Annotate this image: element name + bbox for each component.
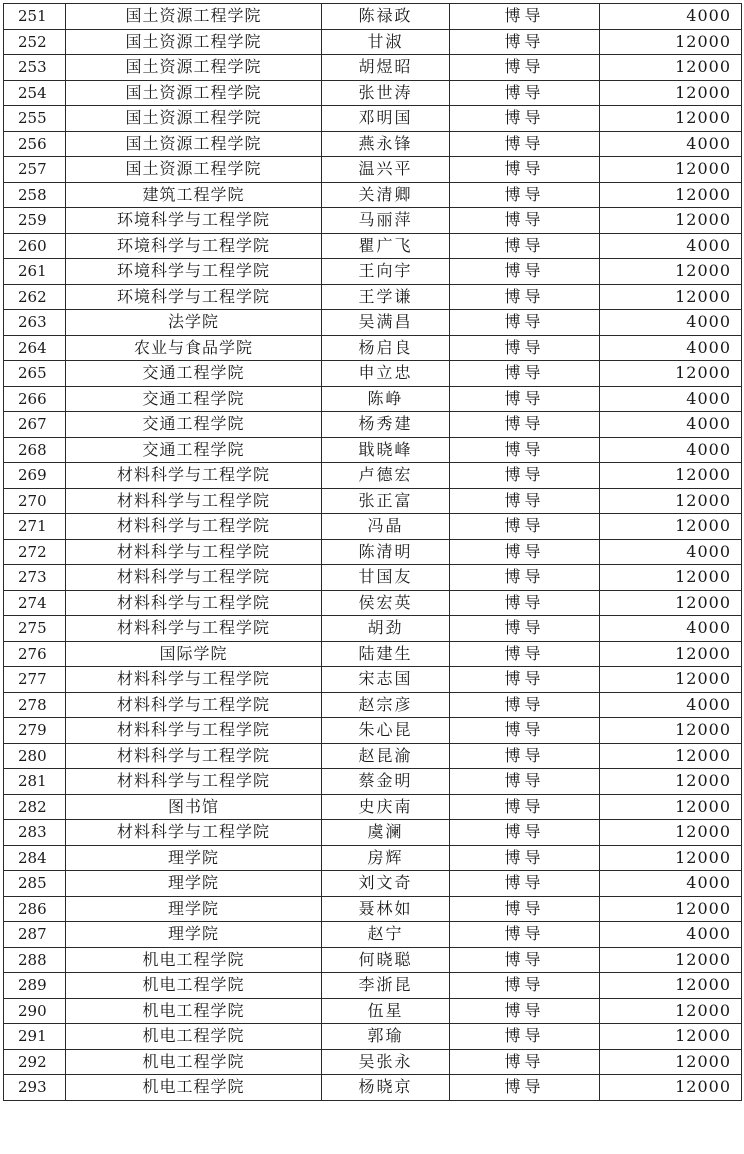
- row-number-cell: 280: [4, 743, 66, 769]
- amount-cell: 12000: [600, 1075, 742, 1101]
- department-cell: 建筑工程学院: [66, 182, 322, 208]
- row-number-cell: 293: [4, 1075, 66, 1101]
- person-name-cell: 燕永锋: [322, 131, 450, 157]
- amount-cell: 12000: [600, 641, 742, 667]
- row-number-cell: 285: [4, 871, 66, 897]
- table-row: [4, 208, 742, 234]
- row-number-cell: 255: [4, 106, 66, 132]
- department-cell: 材料科学与工程学院: [66, 718, 322, 744]
- row-number-cell: 288: [4, 947, 66, 973]
- row-number-cell: 277: [4, 667, 66, 693]
- row-number-cell: 251: [4, 4, 66, 30]
- person-name-cell: 甘淑: [322, 29, 450, 55]
- person-name-cell: 虞澜: [322, 820, 450, 846]
- funding-table-body: [4, 4, 742, 1101]
- supervisor-type-cell: 博导: [450, 233, 600, 259]
- supervisor-type-cell: 博导: [450, 284, 600, 310]
- person-name-cell: 冯晶: [322, 514, 450, 540]
- amount-cell: 12000: [600, 769, 742, 795]
- amount-cell: 12000: [600, 998, 742, 1024]
- person-name-cell: 瞿广飞: [322, 233, 450, 259]
- person-name-cell: 郭瑜: [322, 1024, 450, 1050]
- amount-cell: 4000: [600, 539, 742, 565]
- table-row: [4, 973, 742, 999]
- amount-cell: 12000: [600, 80, 742, 106]
- amount-cell: 12000: [600, 259, 742, 285]
- table-row: [4, 412, 742, 438]
- table-row: [4, 718, 742, 744]
- amount-cell: 4000: [600, 437, 742, 463]
- table-row: [4, 590, 742, 616]
- table-row: [4, 488, 742, 514]
- person-name-cell: 王学谦: [322, 284, 450, 310]
- department-cell: 机电工程学院: [66, 1049, 322, 1075]
- department-cell: 材料科学与工程学院: [66, 463, 322, 489]
- supervisor-type-cell: 博导: [450, 769, 600, 795]
- row-number-cell: 279: [4, 718, 66, 744]
- row-number-cell: 259: [4, 208, 66, 234]
- person-name-cell: 朱心昆: [322, 718, 450, 744]
- row-number-cell: 274: [4, 590, 66, 616]
- supervisor-type-cell: 博导: [450, 131, 600, 157]
- row-number-cell: 284: [4, 845, 66, 871]
- table-row: [4, 667, 742, 693]
- department-cell: 国土资源工程学院: [66, 55, 322, 81]
- table-row: [4, 514, 742, 540]
- table-row: [4, 641, 742, 667]
- department-cell: 材料科学与工程学院: [66, 820, 322, 846]
- department-cell: 环境科学与工程学院: [66, 233, 322, 259]
- supervisor-type-cell: 博导: [450, 437, 600, 463]
- table-row: [4, 871, 742, 897]
- table-row: [4, 1024, 742, 1050]
- row-number-cell: 273: [4, 565, 66, 591]
- person-name-cell: 王向宇: [322, 259, 450, 285]
- amount-cell: 4000: [600, 233, 742, 259]
- row-number-cell: 276: [4, 641, 66, 667]
- amount-cell: 12000: [600, 590, 742, 616]
- table-row: [4, 743, 742, 769]
- amount-cell: 4000: [600, 310, 742, 336]
- department-cell: 环境科学与工程学院: [66, 284, 322, 310]
- row-number-cell: 263: [4, 310, 66, 336]
- amount-cell: 4000: [600, 335, 742, 361]
- department-cell: 理学院: [66, 922, 322, 948]
- row-number-cell: 292: [4, 1049, 66, 1075]
- row-number-cell: 283: [4, 820, 66, 846]
- department-cell: 交通工程学院: [66, 437, 322, 463]
- row-number-cell: 287: [4, 922, 66, 948]
- table-row: [4, 845, 742, 871]
- table-row: [4, 692, 742, 718]
- person-name-cell: 申立忠: [322, 361, 450, 387]
- amount-cell: 12000: [600, 667, 742, 693]
- row-number-cell: 281: [4, 769, 66, 795]
- amount-cell: 4000: [600, 922, 742, 948]
- row-number-cell: 254: [4, 80, 66, 106]
- department-cell: 机电工程学院: [66, 973, 322, 999]
- department-cell: 国际学院: [66, 641, 322, 667]
- person-name-cell: 赵宁: [322, 922, 450, 948]
- supervisor-type-cell: 博导: [450, 947, 600, 973]
- person-name-cell: 关清卿: [322, 182, 450, 208]
- amount-cell: 4000: [600, 131, 742, 157]
- department-cell: 交通工程学院: [66, 361, 322, 387]
- supervisor-type-cell: 博导: [450, 565, 600, 591]
- supervisor-type-cell: 博导: [450, 616, 600, 642]
- amount-cell: 12000: [600, 794, 742, 820]
- department-cell: 材料科学与工程学院: [66, 565, 322, 591]
- table-row: [4, 437, 742, 463]
- supervisor-type-cell: 博导: [450, 80, 600, 106]
- department-cell: 理学院: [66, 871, 322, 897]
- department-cell: 机电工程学院: [66, 1024, 322, 1050]
- person-name-cell: 史庆南: [322, 794, 450, 820]
- supervisor-type-cell: 博导: [450, 182, 600, 208]
- person-name-cell: 张世涛: [322, 80, 450, 106]
- supervisor-type-cell: 博导: [450, 310, 600, 336]
- amount-cell: 12000: [600, 743, 742, 769]
- amount-cell: 12000: [600, 29, 742, 55]
- funding-table: [3, 3, 742, 1101]
- supervisor-type-cell: 博导: [450, 820, 600, 846]
- amount-cell: 12000: [600, 361, 742, 387]
- supervisor-type-cell: 博导: [450, 590, 600, 616]
- amount-cell: 12000: [600, 106, 742, 132]
- supervisor-type-cell: 博导: [450, 871, 600, 897]
- person-name-cell: 何晓聪: [322, 947, 450, 973]
- department-cell: 国土资源工程学院: [66, 80, 322, 106]
- supervisor-type-cell: 博导: [450, 718, 600, 744]
- amount-cell: 12000: [600, 820, 742, 846]
- table-row: [4, 55, 742, 81]
- row-number-cell: 270: [4, 488, 66, 514]
- person-name-cell: 胡煜昭: [322, 55, 450, 81]
- supervisor-type-cell: 博导: [450, 1024, 600, 1050]
- amount-cell: 4000: [600, 412, 742, 438]
- department-cell: 材料科学与工程学院: [66, 667, 322, 693]
- supervisor-type-cell: 博导: [450, 488, 600, 514]
- supervisor-type-cell: 博导: [450, 692, 600, 718]
- supervisor-type-cell: 博导: [450, 208, 600, 234]
- amount-cell: 12000: [600, 1049, 742, 1075]
- row-number-cell: 278: [4, 692, 66, 718]
- person-name-cell: 甘国友: [322, 565, 450, 591]
- row-number-cell: 268: [4, 437, 66, 463]
- table-row: [4, 463, 742, 489]
- person-name-cell: 温兴平: [322, 157, 450, 183]
- row-number-cell: 265: [4, 361, 66, 387]
- table-row: [4, 1049, 742, 1075]
- supervisor-type-cell: 博导: [450, 157, 600, 183]
- department-cell: 材料科学与工程学院: [66, 769, 322, 795]
- row-number-cell: 261: [4, 259, 66, 285]
- row-number-cell: 289: [4, 973, 66, 999]
- table-row: [4, 361, 742, 387]
- supervisor-type-cell: 博导: [450, 973, 600, 999]
- supervisor-type-cell: 博导: [450, 641, 600, 667]
- person-name-cell: 张正富: [322, 488, 450, 514]
- row-number-cell: 258: [4, 182, 66, 208]
- department-cell: 材料科学与工程学院: [66, 616, 322, 642]
- department-cell: 国土资源工程学院: [66, 4, 322, 30]
- table-row: [4, 922, 742, 948]
- table-row: [4, 386, 742, 412]
- row-number-cell: 275: [4, 616, 66, 642]
- amount-cell: 4000: [600, 386, 742, 412]
- person-name-cell: 卢德宏: [322, 463, 450, 489]
- table-row: [4, 998, 742, 1024]
- department-cell: 环境科学与工程学院: [66, 259, 322, 285]
- row-number-cell: 264: [4, 335, 66, 361]
- amount-cell: 12000: [600, 565, 742, 591]
- person-name-cell: 吴张永: [322, 1049, 450, 1075]
- person-name-cell: 杨晓京: [322, 1075, 450, 1101]
- amount-cell: 4000: [600, 871, 742, 897]
- person-name-cell: 吴满昌: [322, 310, 450, 336]
- table-row: [4, 1075, 742, 1101]
- person-name-cell: 戢晓峰: [322, 437, 450, 463]
- person-name-cell: 侯宏英: [322, 590, 450, 616]
- supervisor-type-cell: 博导: [450, 463, 600, 489]
- department-cell: 国土资源工程学院: [66, 29, 322, 55]
- department-cell: 材料科学与工程学院: [66, 539, 322, 565]
- table-row: [4, 284, 742, 310]
- row-number-cell: 290: [4, 998, 66, 1024]
- table-row: [4, 769, 742, 795]
- person-name-cell: 杨启良: [322, 335, 450, 361]
- table-row: [4, 947, 742, 973]
- department-cell: 环境科学与工程学院: [66, 208, 322, 234]
- supervisor-type-cell: 博导: [450, 361, 600, 387]
- table-row: [4, 80, 742, 106]
- supervisor-type-cell: 博导: [450, 259, 600, 285]
- amount-cell: 12000: [600, 514, 742, 540]
- row-number-cell: 272: [4, 539, 66, 565]
- supervisor-type-cell: 博导: [450, 29, 600, 55]
- supervisor-type-cell: 博导: [450, 794, 600, 820]
- supervisor-type-cell: 博导: [450, 4, 600, 30]
- department-cell: 理学院: [66, 845, 322, 871]
- amount-cell: 4000: [600, 4, 742, 30]
- department-cell: 法学院: [66, 310, 322, 336]
- department-cell: 农业与食品学院: [66, 335, 322, 361]
- supervisor-type-cell: 博导: [450, 743, 600, 769]
- person-name-cell: 李浙昆: [322, 973, 450, 999]
- person-name-cell: 马丽萍: [322, 208, 450, 234]
- department-cell: 国土资源工程学院: [66, 157, 322, 183]
- table-row: [4, 131, 742, 157]
- supervisor-type-cell: 博导: [450, 386, 600, 412]
- supervisor-type-cell: 博导: [450, 998, 600, 1024]
- person-name-cell: 房辉: [322, 845, 450, 871]
- person-name-cell: 胡劲: [322, 616, 450, 642]
- table-row: [4, 565, 742, 591]
- table-row: [4, 157, 742, 183]
- person-name-cell: 邓明国: [322, 106, 450, 132]
- person-name-cell: 赵昆渝: [322, 743, 450, 769]
- amount-cell: 12000: [600, 488, 742, 514]
- supervisor-type-cell: 博导: [450, 539, 600, 565]
- table-row: [4, 233, 742, 259]
- row-number-cell: 291: [4, 1024, 66, 1050]
- table-row: [4, 106, 742, 132]
- person-name-cell: 蔡金明: [322, 769, 450, 795]
- table-row: [4, 29, 742, 55]
- department-cell: 国土资源工程学院: [66, 106, 322, 132]
- row-number-cell: 271: [4, 514, 66, 540]
- amount-cell: 12000: [600, 463, 742, 489]
- amount-cell: 12000: [600, 208, 742, 234]
- row-number-cell: 282: [4, 794, 66, 820]
- supervisor-type-cell: 博导: [450, 896, 600, 922]
- table-row: [4, 794, 742, 820]
- table-row: [4, 310, 742, 336]
- table-row: [4, 820, 742, 846]
- person-name-cell: 刘文奇: [322, 871, 450, 897]
- department-cell: 图书馆: [66, 794, 322, 820]
- person-name-cell: 聂林如: [322, 896, 450, 922]
- person-name-cell: 陈禄政: [322, 4, 450, 30]
- department-cell: 交通工程学院: [66, 412, 322, 438]
- supervisor-type-cell: 博导: [450, 1049, 600, 1075]
- row-number-cell: 262: [4, 284, 66, 310]
- row-number-cell: 267: [4, 412, 66, 438]
- supervisor-type-cell: 博导: [450, 514, 600, 540]
- department-cell: 材料科学与工程学院: [66, 692, 322, 718]
- supervisor-type-cell: 博导: [450, 667, 600, 693]
- supervisor-type-cell: 博导: [450, 1075, 600, 1101]
- amount-cell: 12000: [600, 973, 742, 999]
- table-row: [4, 896, 742, 922]
- table-row: [4, 335, 742, 361]
- department-cell: 材料科学与工程学院: [66, 743, 322, 769]
- row-number-cell: 260: [4, 233, 66, 259]
- supervisor-type-cell: 博导: [450, 106, 600, 132]
- amount-cell: 12000: [600, 182, 742, 208]
- person-name-cell: 伍星: [322, 998, 450, 1024]
- person-name-cell: 陈清明: [322, 539, 450, 565]
- person-name-cell: 宋志国: [322, 667, 450, 693]
- supervisor-type-cell: 博导: [450, 55, 600, 81]
- department-cell: 交通工程学院: [66, 386, 322, 412]
- department-cell: 机电工程学院: [66, 947, 322, 973]
- person-name-cell: 杨秀建: [322, 412, 450, 438]
- table-row: [4, 616, 742, 642]
- table-row: [4, 539, 742, 565]
- amount-cell: 12000: [600, 718, 742, 744]
- amount-cell: 12000: [600, 157, 742, 183]
- row-number-cell: 256: [4, 131, 66, 157]
- supervisor-type-cell: 博导: [450, 335, 600, 361]
- amount-cell: 12000: [600, 845, 742, 871]
- table-row: [4, 259, 742, 285]
- amount-cell: 12000: [600, 896, 742, 922]
- table-row: [4, 182, 742, 208]
- department-cell: 材料科学与工程学院: [66, 514, 322, 540]
- person-name-cell: 陆建生: [322, 641, 450, 667]
- table-row: [4, 4, 742, 30]
- department-cell: 理学院: [66, 896, 322, 922]
- amount-cell: 12000: [600, 1024, 742, 1050]
- supervisor-type-cell: 博导: [450, 922, 600, 948]
- row-number-cell: 269: [4, 463, 66, 489]
- amount-cell: 4000: [600, 616, 742, 642]
- amount-cell: 12000: [600, 55, 742, 81]
- amount-cell: 12000: [600, 947, 742, 973]
- row-number-cell: 286: [4, 896, 66, 922]
- row-number-cell: 266: [4, 386, 66, 412]
- amount-cell: 4000: [600, 692, 742, 718]
- row-number-cell: 257: [4, 157, 66, 183]
- department-cell: 材料科学与工程学院: [66, 488, 322, 514]
- supervisor-type-cell: 博导: [450, 845, 600, 871]
- person-name-cell: 赵宗彦: [322, 692, 450, 718]
- department-cell: 国土资源工程学院: [66, 131, 322, 157]
- department-cell: 材料科学与工程学院: [66, 590, 322, 616]
- supervisor-type-cell: 博导: [450, 412, 600, 438]
- person-name-cell: 陈峥: [322, 386, 450, 412]
- row-number-cell: 253: [4, 55, 66, 81]
- amount-cell: 12000: [600, 284, 742, 310]
- row-number-cell: 252: [4, 29, 66, 55]
- department-cell: 机电工程学院: [66, 1075, 322, 1101]
- department-cell: 机电工程学院: [66, 998, 322, 1024]
